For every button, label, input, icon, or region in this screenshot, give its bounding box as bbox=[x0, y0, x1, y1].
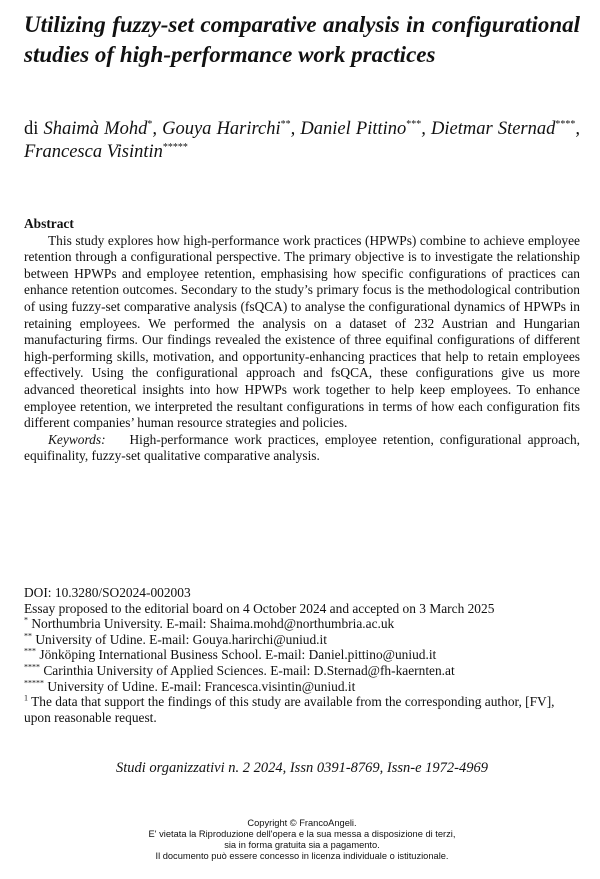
affiliation-note: ** University of Udine. E-mail: Gouya.harirchi@uniud.it bbox=[24, 631, 327, 647]
copyright-notice bbox=[24, 818, 580, 862]
affiliation-note: * Northumbria University. E-mail: Shaima.mohd@northumbria.ac.uk bbox=[24, 615, 395, 632]
affiliation-note: ***** University of Udine. E-mail: Francesca.visintin@uniud.it bbox=[24, 678, 356, 694]
essay-dates: Essay proposed to the editorial board on 4 October 2024 and accepted on 3 March 2025 bbox=[24, 600, 495, 616]
author-mark: **** bbox=[555, 118, 576, 130]
copyright-line: Il documento può essere concesso in licenza individuale o istituzionale. bbox=[155, 851, 449, 861]
abstract-section bbox=[24, 216, 580, 465]
journal-citation: Studi organizzativi n. 2 2024, Issn 0391-8769, Issn-e 1972-4969 bbox=[115, 760, 489, 776]
doi-line: DOI: 10.3280/SO2024-002003 bbox=[24, 585, 191, 600]
article-notes bbox=[24, 585, 580, 725]
author-mark: *** bbox=[406, 118, 422, 130]
author-name: Daniel Pittino bbox=[300, 119, 407, 139]
abstract-heading: Abstract bbox=[24, 216, 74, 231]
author-prefix: di bbox=[24, 119, 39, 139]
copyright-line: E' vietata la Riproduzione dell'opera e la sua messa a disposizione di terzi, bbox=[148, 829, 456, 839]
keywords-text: High-performance work practices, employee retention, configurational approach, equifinality, fuzzy-set qualitative comparative analysis. bbox=[24, 431, 581, 464]
keywords-paragraph bbox=[24, 432, 580, 465]
affiliation-note: **** Carinthia University of Applied Sciences. E-mail: D.Sternad@fh-kaernten.at bbox=[24, 662, 455, 678]
copyright-line: Copyright © FrancoAngeli. bbox=[247, 818, 357, 828]
copyright-line: sia in forma gratuita sia a pagamento. bbox=[224, 840, 380, 850]
author-name: Gouya Harirchi bbox=[162, 119, 281, 139]
keywords-label: Keywords: bbox=[48, 431, 106, 447]
affiliation-note: *** Jönköping International Business School. E-mail: Daniel.pittino@uniud.it bbox=[24, 646, 437, 663]
abstract-body: This study explores how high-performance work practices (HPWPs) combine to achieve employee retention through a configurational perspective. The primary objective is to investigate the relationship between HPWPs and employee retention, emphasising how specific configurations of practices can enhance retention outcomes. Secondary to the study’s primary focus is the methodological contribution of using fuzzy-set comparative analysis (fsQCA) to analyse the configurational dynamics of HPWPs in retaining employees. We performed the analysis on a dataset of 232 Austrian and Hungarian manufacturing firms. Our findings revealed the existence of three equifinal configurations of different high-performing skills, motivation, and opportunity-enhancing practices that help to retain employees effectively. Using the configurational approach and fsQCA, these configurations give us more advanced theoretical insights into how HPWPs work together to help keep employees. To enhance employee retention, we interpreted the resultant configurations in terms of how each configuration fits different companies’ human resource strategies and policies. bbox=[24, 232, 580, 431]
article-title: Utilizing fuzzy-set comparative analysis in configurational studies of high-performance work practices bbox=[24, 12, 580, 67]
author-mark: * bbox=[147, 118, 153, 130]
author-name: Francesca Visintin bbox=[24, 142, 163, 162]
data-availability-note: $^1$ The data that support the findings of this study are available from the corresponding author, [FV], upon reasonable request. bbox=[24, 693, 555, 725]
author-mark: ***** bbox=[162, 141, 188, 153]
author-name: Shaimà Mohd bbox=[43, 119, 148, 139]
author-name: Dietmar Sternad bbox=[431, 119, 556, 139]
author-list: di Shaimà Mohd*, Gouya Harirchi**, Daniel Pittino***, Dietmar Sternad****, Francesca Visintin***** bbox=[24, 118, 581, 162]
author-mark: ** bbox=[280, 118, 291, 130]
